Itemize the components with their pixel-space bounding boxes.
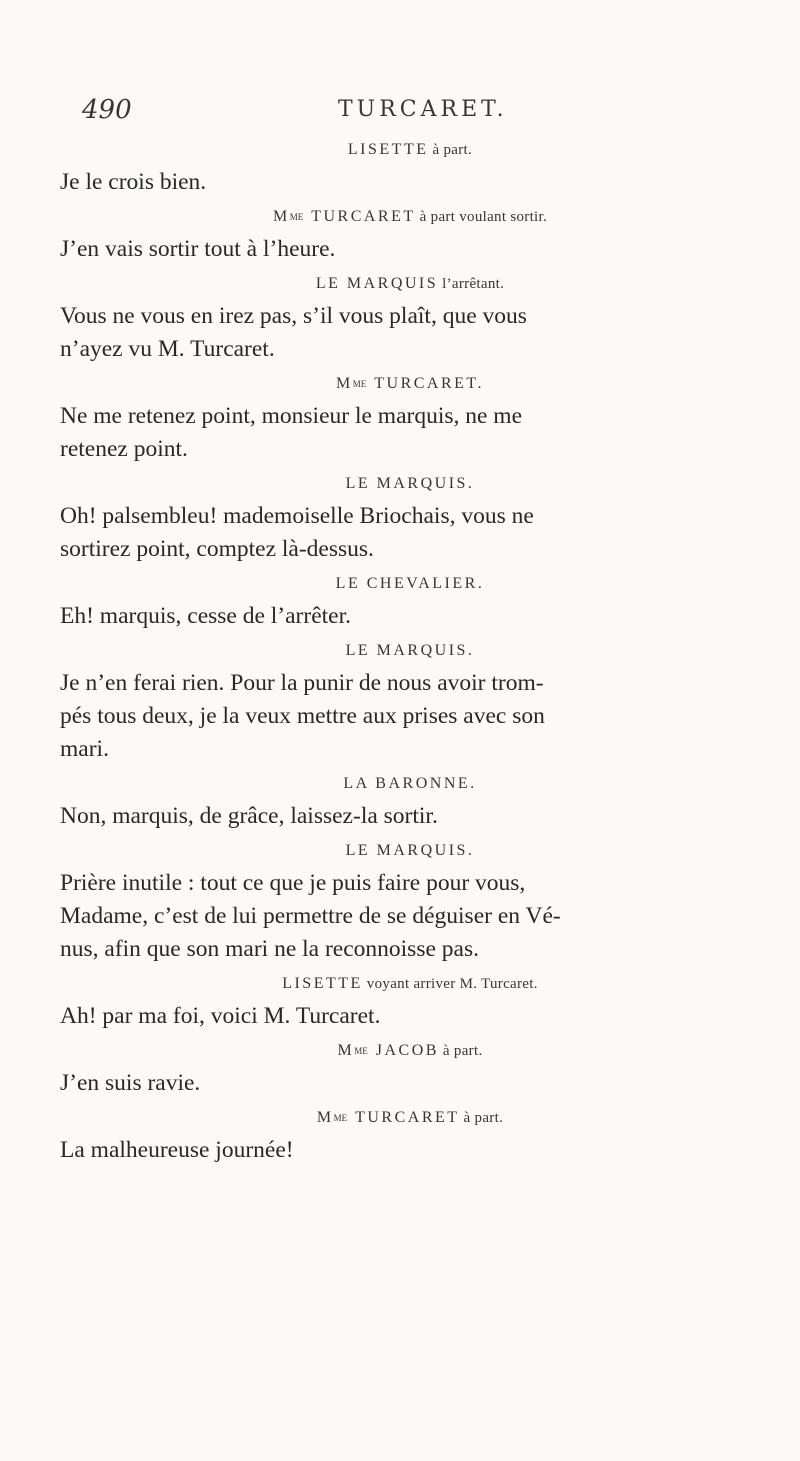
speech-line: Ah! par ma foi, voici M. Turcaret. [60,1003,381,1029]
speaker-title-superscript: ME [354,1046,368,1056]
stage-direction: voyant arriver M. Turcaret. [366,975,538,992]
speaker-surname: JACOB [375,1042,439,1059]
speech-line: n’ayez vu M. Turcaret. [60,336,275,362]
speech-line: pés tous deux, je la veux mettre aux prises avec son [60,703,545,729]
speaker-label: LE MARQUIS. [345,642,475,659]
speaker-title-superscript: ME [352,379,367,389]
speaker-title-superscript: ME [333,1113,348,1123]
speaker-label: LISETTE [347,141,429,158]
speaker-label: M [336,375,353,392]
speaker-name [60,136,760,164]
speaker-name [60,637,760,665]
running-head: TURCARET. [338,97,508,122]
speech-line: Prière inutile : tout ce que je puis faire pour vous, [60,870,526,896]
speech-line: Je le crois bien. [60,169,207,195]
dialogue-block [60,203,760,266]
speaker-label: LISETTE [282,975,363,992]
speech-line: nus, afin que son mari ne la reconnoisse pas. [60,936,479,962]
speech-line: mari. [60,736,109,762]
dialogue-block [60,1104,760,1167]
speaker-label: M [337,1042,355,1059]
dialogue-block [60,1037,760,1100]
speaker-label: LE MARQUIS. [345,842,475,859]
page-number: 490 [82,95,132,125]
speech-line: sortirez point, comptez là-dessus. [60,536,374,562]
dialogue-block [60,837,760,966]
speaker-surname: TURCARET [355,1109,460,1126]
speaker-label: LE MARQUIS. [345,475,475,492]
stage-direction: à part voulant sortir. [419,208,548,225]
speaker-label: LE CHEVALIER. [335,575,485,592]
speaker-label: LE MARQUIS [315,275,439,292]
speech-line: Eh! marquis, cesse de l’arrêter. [60,603,352,629]
speech-line: Oh! palsembleu! mademoiselle Briochais, vous ne [60,503,534,529]
speaker-name [60,570,760,598]
dialogue-block [60,637,760,766]
stage-direction: à part. [442,1042,483,1059]
dialogue-block [60,270,760,366]
speech-line: Vous ne vous en irez pas, s’il vous plaît, que vous [60,303,527,329]
speaker-label: LA BARONNE. [343,775,477,792]
speaker-name [60,270,760,298]
speaker-label: M [316,1109,334,1126]
dialogue-block [60,770,760,833]
speech-line: Non, marquis, de grâce, laissez-la sortir. [60,803,438,829]
dialogue-block [60,570,760,633]
speaker-name [60,1037,760,1065]
speaker-name [60,370,760,398]
speaker-label: M [272,208,290,225]
speech-line: Je n’en ferai rien. Pour la punir de nous avoir trom- [60,670,544,696]
speaker-surname: TURCARET [311,208,416,225]
speech-line: retenez point. [60,436,188,462]
dialogue-block [60,136,760,199]
dialogue [60,134,760,1171]
dialogue-block [60,470,760,566]
speech-line: J’en vais sortir tout à l’heure. [60,236,336,262]
stage-direction: à part. [432,141,473,158]
speaker-name [60,837,760,865]
dialogue-block [60,970,760,1033]
speaker-name [60,970,760,998]
speaker-name [60,203,760,231]
speaker-name [60,1104,760,1132]
speaker-title-superscript: ME [289,212,304,222]
speaker-name [60,770,760,798]
speaker-surname: TURCARET. [374,375,484,392]
stage-direction: à part. [463,1109,504,1126]
speech-line: J’en suis ravie. [60,1070,201,1096]
speech-line: Madame, c’est de lui permettre de se déguiser en Vé- [60,903,561,929]
speaker-name [60,470,760,498]
dialogue-block [60,370,760,466]
speech-line: Ne me retenez point, monsieur le marquis, ne me [60,403,523,429]
speech-line: La malheureuse journée! [60,1137,294,1163]
stage-direction: l’arrêtant. [442,275,505,292]
